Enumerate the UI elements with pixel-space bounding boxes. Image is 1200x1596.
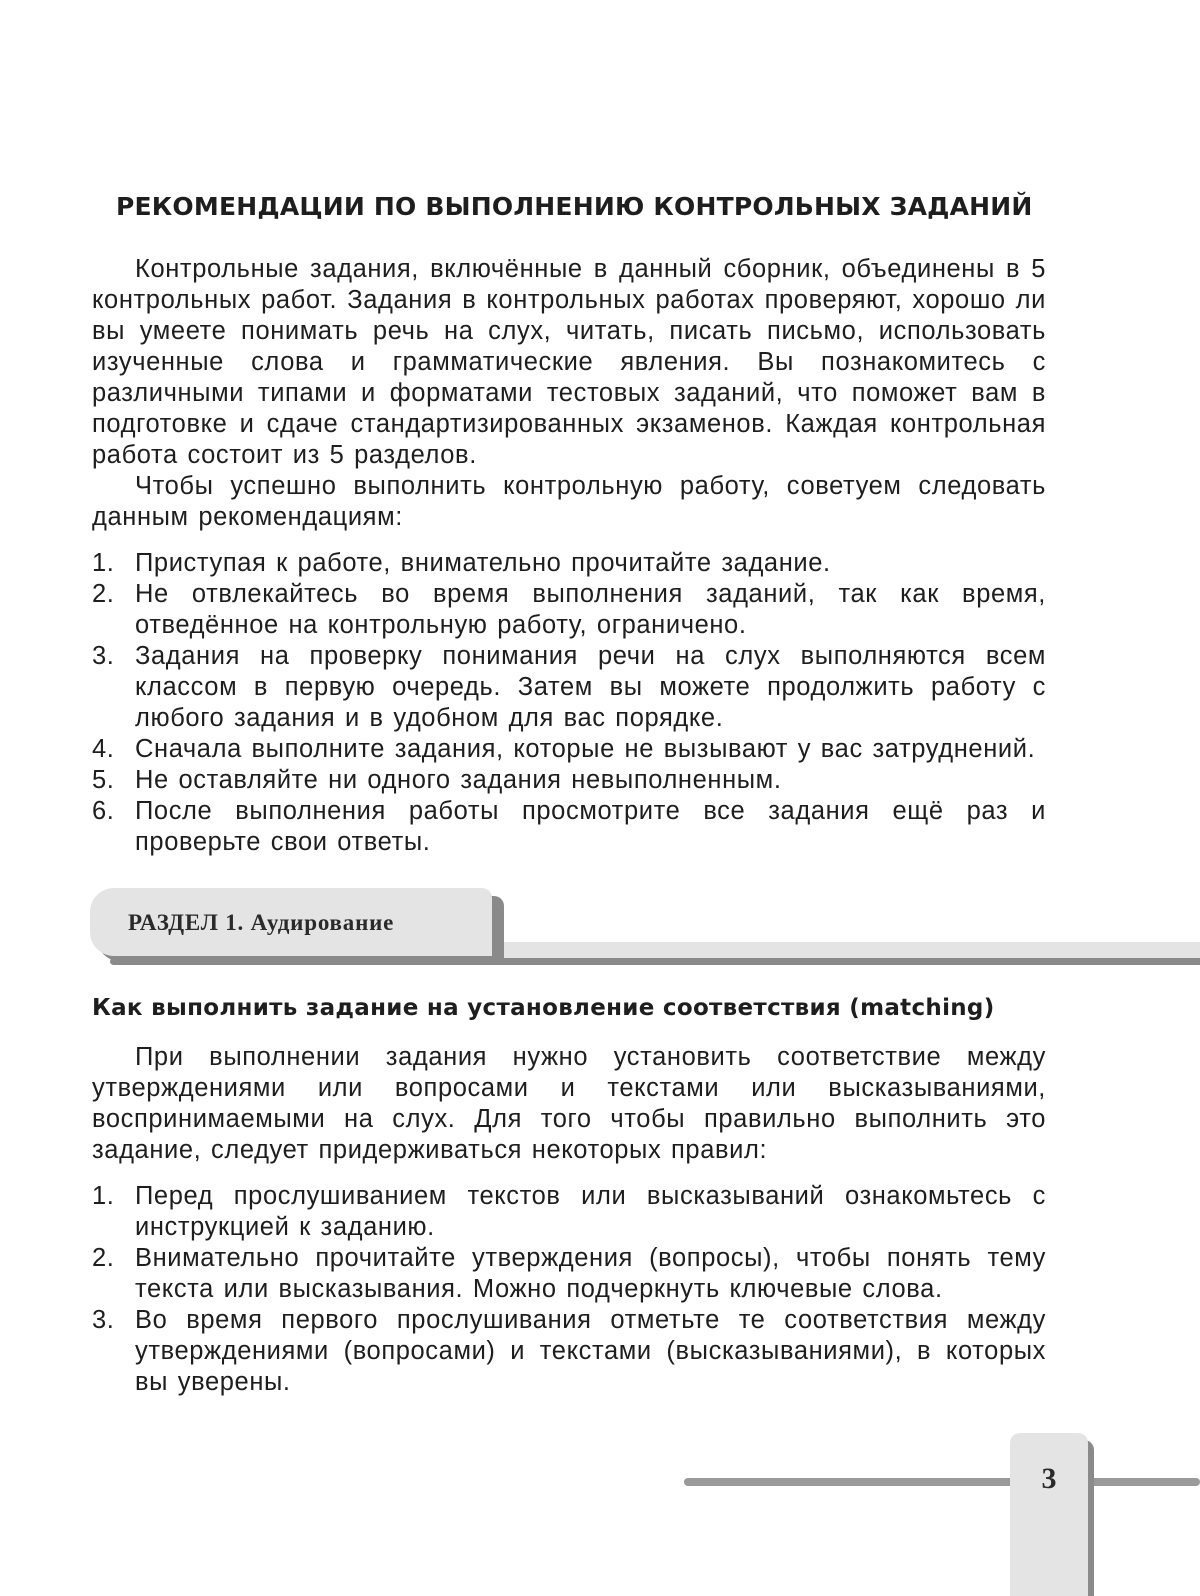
matching-intro [92,1042,1046,1166]
intro-paragraph: Чтобы успешно выполнить контрольную работу, советуем следовать данным рекомендациям: [92,472,1046,531]
list-item [92,734,1046,765]
matching-steps-list [92,1181,1046,1398]
list-item [92,1243,1046,1305]
section-heading: РАЗДЕЛ 1. Аудирование [128,910,395,935]
list-number: 1. [92,1182,115,1210]
list-text: Приступая к работе, внимательно прочитайте задание. [135,549,831,577]
list-number: 3. [92,1306,115,1334]
matching-paragraph: При выполнении задания нужно установить соответствие между утверждениями или вопросами и текстами или высказываниями, воспринимаемыми на слух. Для того чтобы правильно выполнить это задание, следует придерживаться некоторых правил: [92,1043,1046,1164]
list-item [92,579,1046,641]
list-text: После выполнения работы просмотрите все задания ещё раз и проверьте свои ответы. [135,797,1046,856]
list-number: 2. [92,1244,115,1272]
page-number-tab [1010,1433,1088,1596]
list-text: Задания на проверку понимания речи на слух выполняются всем классом в первую очередь. Затем вы можете продолжить работу с любого задания и в удобном для вас порядке. [135,642,1046,732]
list-number: 6. [92,797,115,825]
list-text: Перед прослушиванием текстов или высказываний ознакомьтесь с инструкцией к заданию. [135,1182,1046,1241]
list-text: Не оставляйте ни одного задания невыполненным. [135,766,782,794]
list-text: Внимательно прочитайте утверждения (вопросы), чтобы понять тему текста или высказывания. Можно подчеркнуть ключевые слова. [135,1244,1046,1303]
list-number: 3. [92,642,115,670]
list-item [92,1305,1046,1398]
list-text: Во время первого прослушивания отметьте те соответствия между утверждениями (вопросами) и текстами (высказываниями), в которых вы уверены. [135,1306,1046,1396]
list-item [92,1181,1046,1243]
page-title: РЕКОМЕНДАЦИИ ПО ВЫПОЛНЕНИЮ КОНТРОЛЬНЫХ ЗАДАНИЙ [116,192,1033,221]
intro-paragraph: Контрольные задания, включённые в данный сборник, объединены в 5 контрольных работ. Задания в контрольных работах проверяют, хорошо ли вы умеете понимать речь на слух, читать, писать письмо, использовать изученные слова и грамматические явления. Вы познакомитесь с различными типами и форматами тестовых заданий, что поможет вам в подготовке и сдаче стандартизированных экзаменов. Каждая контрольная работа состоит из 5 разделов. [92,255,1046,469]
list-item [92,641,1046,734]
list-text: Сначала выполните задания, которые не вызывают у вас затруднений. [135,735,1036,763]
list-number: 5. [92,766,115,794]
section-band [492,942,1200,958]
list-number: 4. [92,735,115,763]
list-number: 2. [92,580,115,608]
list-item [92,548,1046,579]
recommendations-list [92,548,1046,858]
list-number: 1. [92,549,115,577]
footer-rule [684,1478,1200,1486]
list-item [92,765,1046,796]
intro-text [92,254,1046,533]
list-text: Не отвлекайтесь во время выполнения заданий, так как время, отведённое на контрольную работу, ограничено. [135,580,1046,639]
matching-title: Как выполнить задание на установление соответствия (matching) [92,995,995,1021]
page-number: 3 [1041,1462,1057,1495]
list-item [92,796,1046,858]
